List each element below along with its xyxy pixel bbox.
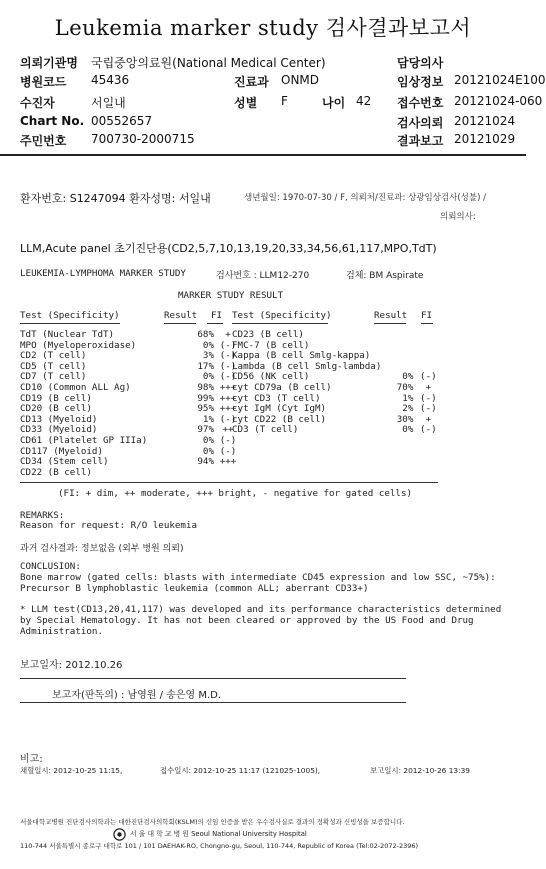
marker-row [232,330,443,341]
result-title: MARKER STUDY RESULT [178,290,284,301]
exam-number: 검사번호 : LLM12-270 [216,271,310,281]
marker-row [20,383,242,394]
marker-test: TdT (Nuclear TdT) [20,329,115,340]
marker-test: CD7 (T cell) [20,371,87,383]
marker-result: 0% [402,371,414,383]
left-header-result: Result [164,310,198,321]
marker-fi: (-) [219,371,237,383]
reporter-rule-bottom [20,702,406,703]
label-accession: 접수번호 [397,96,444,110]
underline-left-result [164,323,196,324]
marker-test: Lambda (B cell Smlg-lambda) [232,360,382,372]
marker-test: CD20 (B cell) [20,403,92,415]
marker-result: 98% [197,381,214,393]
value-clinical-info: 20121024E100 [454,73,546,87]
previous-result: 과거 검사결과: 정보없음 (외부 병원 의뢰) [20,544,184,554]
llm-note-2: by Special Hematology. It has not been cleared or approved by the US Food and Drug [20,615,474,626]
table-bottom-rule [20,482,438,483]
label-resident-no: 주민번호 [20,134,67,148]
marker-fi: + [425,381,432,393]
marker-result: 0% [402,424,414,436]
marker-row [20,330,242,341]
marker-fi: (-) [420,392,437,404]
label-chart-no: Chart No. [20,114,85,128]
marker-fi: +++ [219,381,237,393]
reporter-rule-top [20,678,406,679]
hospital-logo-icon [113,826,126,839]
marker-fi: (-) [420,371,437,383]
marker-test: CD22 (B cell) [20,466,92,478]
marker-result: 95% [197,403,214,415]
marker-result: 3% [202,350,214,362]
patient-line-detail: 생년월일: 1970-07-30 / F, 의뢰처/진료과: 상광임상검사(성불) / [244,193,486,203]
marker-result: 0% [202,339,214,351]
marker-row [232,383,443,394]
footer-address: 110-744 서울특별시 종로구 대학로 101 / 101 DAEHAK-RO, Chongno-gu, Seoul, 110-744, Republic of Korea (Tel:02-2072-2396) [20,842,419,850]
marker-result: 1% [202,413,214,425]
marker-fi: +++ [219,456,237,468]
marker-test: CD3 (T cell) [232,424,299,436]
marker-fi: (-) [219,339,237,351]
marker-result: 30% [396,413,414,425]
marker-result: 2% [402,403,414,415]
marker-test: Kappa (B cell Smlg-kappa) [232,350,371,362]
label-department: 진료과 [234,75,269,89]
marker-test: CD13 (Myeloid) [20,413,98,425]
collected-time: 채혈일시: 2012-10-25 11:15, [20,766,123,775]
marker-result [381,341,413,352]
marker-fi [413,330,443,341]
llm-note-3: Administration. [20,626,103,637]
received-time: 접수일시: 2012-10-25 11:17 (121025-1005), [160,766,321,775]
marker-result: 68% [197,329,214,340]
marker-fi [413,341,443,352]
marker-test: FMC-7 (B cell) [232,339,310,351]
conclusion-label: CONCLUSION: [20,561,81,572]
marker-result: 17% [197,360,214,372]
value-patient: 서일내 [91,96,126,110]
reported-time: 보고일시: 2012-10-26 13:39 [370,766,470,775]
requesting-doctor: 의뢰의사: [440,212,476,222]
value-department: ONMD [281,73,320,87]
fi-legend: (FI: + dim, ++ moderate, +++ bright, - negative for gated cells) [58,488,413,499]
marker-test: cyt CD3 (T cell) [232,392,321,404]
marker-fi: (-) [219,360,237,372]
header-divider [0,154,526,156]
report-date: 보고일자: 2012.10.26 [20,660,123,671]
marker-fi: (-) [219,445,237,457]
marker-fi: (-) [219,413,237,425]
marker-result: 0% [202,371,214,383]
label-age: 나이 [322,96,346,110]
report-title: Leukemia marker study 검사결과보고서 [54,16,472,40]
marker-result: 94% [197,456,214,468]
value-institution: 국립중앙의료원(National Medical Center) [91,56,326,70]
marker-test: CD2 (T cell) [20,350,87,362]
marker-fi: (-) [219,434,237,446]
marker-test: cyt IgM (Cyt IgM) [232,403,327,415]
footer-certification: 서울대학교병원 진단검사의학과는 대한진단검사의학회(KSLM)의 신임 인증을 받은 우수검사실로 결과의 정확성과 신빙성을 보증합니다. [20,818,405,826]
left-header-test: Test (Specificity) [20,310,120,321]
value-chart-no: 00552657 [91,114,153,128]
marker-test: CD10 (Common ALL Ag) [20,381,131,393]
right-header-test: Test (Specificity) [232,310,332,321]
underline-right-fi [421,323,433,324]
marker-fi: + [225,329,231,340]
marker-test: CD61 (Platelet GP IIIa) [20,434,148,446]
value-hospital-code: 45436 [91,73,130,87]
marker-test: cyt CD79a (B cell) [232,381,332,393]
marker-test: CD56 (NK cell) [232,371,310,383]
marker-result: 70% [396,381,414,393]
marker-result: 1% [402,392,414,404]
patient-line: 환자번호: S1247094 환자성명: 서일내 [20,192,211,205]
marker-fi [413,351,443,362]
reporter: 보고자(판독의) : 남영원 / 송은영 M.D. [52,690,222,701]
marker-fi: + [425,413,432,425]
specimen: 검체: BM Aspirate [346,271,424,281]
marker-fi: ++ [222,424,234,436]
study-name: LEUKEMIA-LYMPHOMA MARKER STUDY [20,268,186,279]
label-sex: 성별 [234,96,258,110]
value-request-date: 20121024 [454,114,516,128]
marker-test: CD19 (B cell) [20,392,92,404]
right-header-result: Result [374,310,408,321]
underline-left-fi [207,323,223,324]
marker-test: CD33 (Myeloid) [20,424,98,436]
marker-result: 97% [197,424,214,436]
panel-description: LLM,Acute panel 초기진단용(CD2,5,7,10,13,19,20,33,34,56,61,117,MPO,TdT) [20,242,437,255]
marker-result [381,351,413,362]
marker-row [20,468,242,479]
marker-test: cyt CD22 (B cell) [232,413,327,425]
marker-row [20,436,242,447]
label-request-date: 검사의뢰 [397,116,444,130]
marker-fi: (-) [420,403,437,415]
value-resident-no: 700730-2000715 [91,132,195,146]
label-institution: 의뢰기관명 [20,56,78,70]
right-marker-table [232,330,443,436]
value-sex: F [281,94,288,108]
value-report-date: 20121029 [454,132,516,146]
value-accession: 20121024-060 [454,94,543,108]
marker-fi: +++ [219,392,237,404]
footer-hospital: 서 울 대 학 교 병 원 Seoul National University Hospital [130,830,307,838]
left-marker-table [20,330,242,478]
marker-test: CD117 (Myeloid) [20,445,103,457]
marker-fi [214,468,242,479]
right-header-fi: FI [421,310,433,321]
marker-result: 99% [197,392,214,404]
remarks-label: REMARKS: [20,510,65,521]
label-report-date: 결과보고 [397,134,444,148]
marker-row [232,425,443,436]
marker-fi: (-) [420,424,437,436]
conclusion-line-1: Bone marrow (gated cells: blasts with intermediate CD45 expression and low SSC, ~75%): [20,572,496,583]
left-header-fi: FI [211,310,223,321]
llm-note-1: * LLM test(CD13,20,41,117) was developed and its performance characteristics determined [20,604,502,615]
remarks-text: Reason for request: R/O leukemia [20,520,198,531]
underline-right-test [232,323,328,324]
marker-test: MPO (Myeloperoxidase) [20,339,137,351]
underline-right-result [374,323,406,324]
note-label: 비고: [20,754,43,765]
marker-result [170,468,214,479]
label-patient: 수진자 [20,96,55,110]
marker-result: 0% [202,445,214,457]
value-age: 42 [356,94,372,108]
marker-result: 0% [202,434,214,446]
marker-test: CD23 (B cell) [232,329,304,340]
marker-fi: (-) [219,350,237,362]
marker-result [381,330,413,341]
conclusion-line-2: Precursor B lymphoblastic leukemia (common ALL; aberrant CD33+) [20,583,369,594]
marker-test: CD5 (T cell) [20,360,87,372]
label-clinical-info: 임상정보 [397,75,444,89]
label-doctor: 담당의사 [397,56,444,70]
underline-left-test [20,323,120,324]
marker-fi: +++ [219,403,237,415]
label-hospital-code: 병원코드 [20,75,67,89]
marker-test: CD34 (Stem cell) [20,456,109,468]
